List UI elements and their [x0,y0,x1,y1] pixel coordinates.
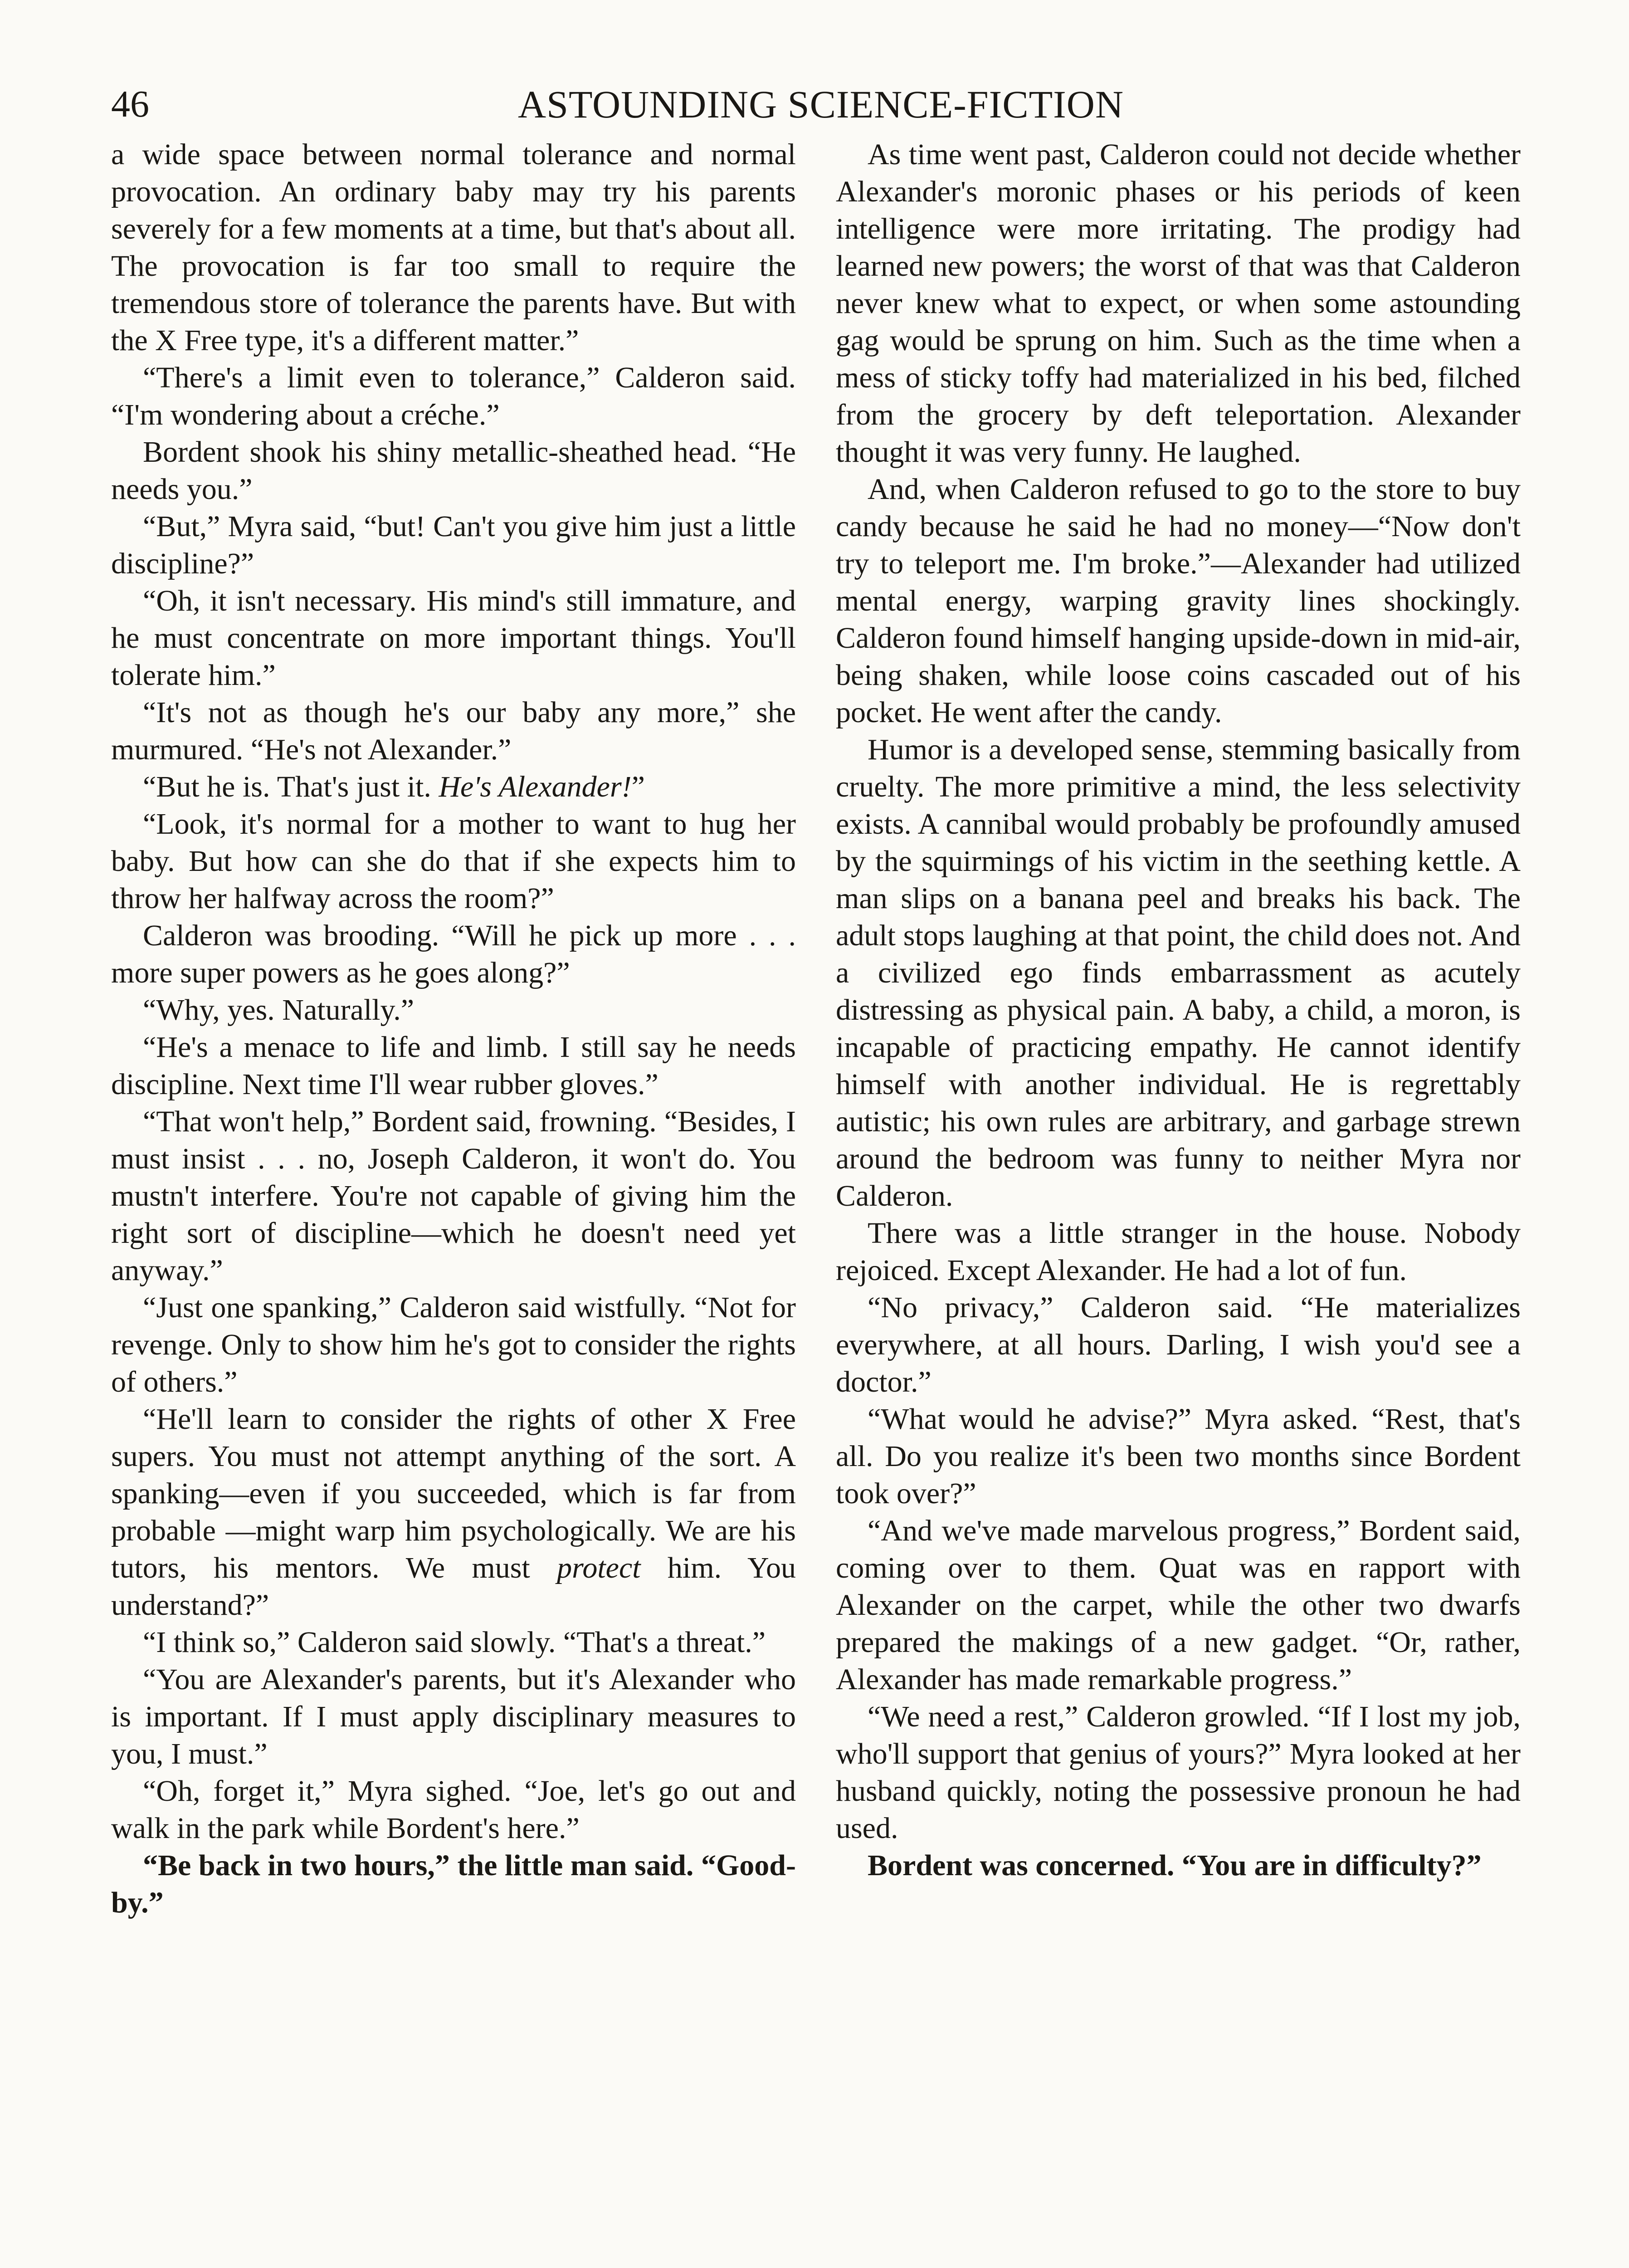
paragraph: And, when Calderon refused to go to the store to buy candy because he said he had no money—“Now don't try to teleport me. I'm broke.”—Alexander had utilized mental energy, warping gravity lines shockingly. Calderon found himself hanging upside-down in mid-air, being shaken, while loose coins cascaded out of his pocket. He went after the candy. [836,473,1521,729]
page-header [111,77,1531,132]
paragraph: Calderon was brooding. “Will he pick up more . . . more super powers as he goes along?” [111,919,796,989]
paragraph: “There's a limit even to tolerance,” Calderon said. “I'm wondering about a créche.” [111,361,796,431]
right-text-column [836,136,1521,1884]
paragraph: “What would he advise?” Myra asked. “Rest, that's all. Do you realize it's been two months since Bordent took over?” [836,1403,1521,1510]
paragraph: “I think so,” Calderon said slowly. “That's a threat.” [143,1626,766,1659]
paragraph: “And we've made marvelous progress,” Bordent said, coming over to them. Quat was en rapport with Alexander on the carpet, while the other two dwarfs prepared the makings of a new gadget. “Or, rather, Alexander has made remarkable progress.” [836,1514,1521,1696]
italic-emphasis: He's Alexander! [439,770,632,803]
paragraph: As time went past, Calderon could not decide whether Alexander's moronic phases or his periods of keen intelligence were more irritating. The prodigy had learned new powers; the worst of that was that Calderon never knew what to expect, or when some astounding gag would be sprung on him. Such as the time when a mess of sticky toffy had materialized in his bed, filched from the grocery by deft teleportation. Alexander thought it was very funny. He laughed. [836,138,1521,469]
paragraph: “Oh, forget it,” Myra sighed. “Joe, let's go out and walk in the park while Bordent's here.” [111,1774,796,1845]
paragraph: “But he is. That's just it. He's Alexander!” [143,770,645,803]
page-number: 46 [111,83,149,125]
paragraph: “Look, it's normal for a mother to want to hug her baby. But how can she do that if she expects him to throw her halfway across the room?” [111,807,796,915]
paragraph: Bordent was concerned. “You are in difficulty?” [868,1849,1482,1882]
paragraph: “He's a menace to life and limb. I still say he needs discipline. Next time I'll wear rubber gloves.” [111,1031,796,1101]
paragraph: a wide space between normal tolerance and normal provocation. An ordinary baby may try his parents severely for a few moments at a time, but that's about all. The provocation is far too small to require the tremendous store of tolerance the parents have. But with the X Free type, it's a different matter.” [111,138,796,357]
left-text-column [111,136,796,1921]
running-title: ASTOUNDING SCIENCE-FICTION [518,83,1124,126]
paragraph: Humor is a developed sense, stemming basically from cruelty. The more primitive a mind, the less selectivity exists. A cannibal would probably be profoundly amused by the squirmings of his victim in the seething kettle. A man slips on a banana peel and breaks his back. The adult stops laughing at that point, the child does not. And a civilized ego finds embarrassment as acutely distressing as physical pain. A baby, a child, a moron, is incapable of practicing empathy. He cannot identify himself with another individual. He is regrettably autistic; his own rules are arbitrary, and garbage strewn around the bedroom was funny to neither Myra nor Calderon. [836,733,1521,1212]
paragraph: “Oh, it isn't necessary. His mind's still immature, and he must concentrate on more important things. You'll tolerate him.” [111,584,796,692]
italic-emphasis: protect [557,1551,641,1584]
paragraph: Bordent shook his shiny metallic-sheathed head. “He needs you.” [111,435,796,506]
paragraph: “That won't help,” Bordent said, frowning. “Besides, I must insist . . . no, Joseph Calderon, it won't do. You mustn't interfere. You're not capable of giving him the right sort of discipline—which he doesn't need yet anyway.” [111,1105,796,1287]
paragraph: “Why, yes. Naturally.” [143,993,415,1026]
paragraph: “You are Alexander's parents, but it's Alexander who is important. If I must apply disciplinary measures to you, I must.” [111,1663,796,1770]
paragraph: “It's not as though he's our baby any more,” she murmured. “He's not Alexander.” [111,696,796,766]
paragraph: “Just one spanking,” Calderon said wistfully. “Not for revenge. Only to show him he's got to consider the rights of others.” [111,1291,796,1398]
paragraph: “He'll learn to consider the rights of other X Free supers. You must not attempt anything of the sort. A spanking—even if you succeeded, which is far from probable —might warp him psychologically. We are his tutors, his mentors. We must protect him. You understand?” [111,1403,796,1622]
paragraph: “Be back in two hours,” the little man said. “Good-by.” [111,1849,796,1919]
paragraph: “No privacy,” Calderon said. “He materializes everywhere, at all hours. Darling, I wish you'd see a doctor.” [836,1291,1521,1398]
paragraph: “But,” Myra said, “but! Can't you give him just a little discipline?” [111,510,796,580]
paragraph: There was a little stranger in the house. Nobody rejoiced. Except Alexander. He had a lot of fun. [836,1217,1521,1287]
paragraph: “We need a rest,” Calderon growled. “If I lost my job, who'll support that genius of yours?” Myra looked at her husband quickly, noting the possessive pronoun he had used. [836,1700,1521,1845]
